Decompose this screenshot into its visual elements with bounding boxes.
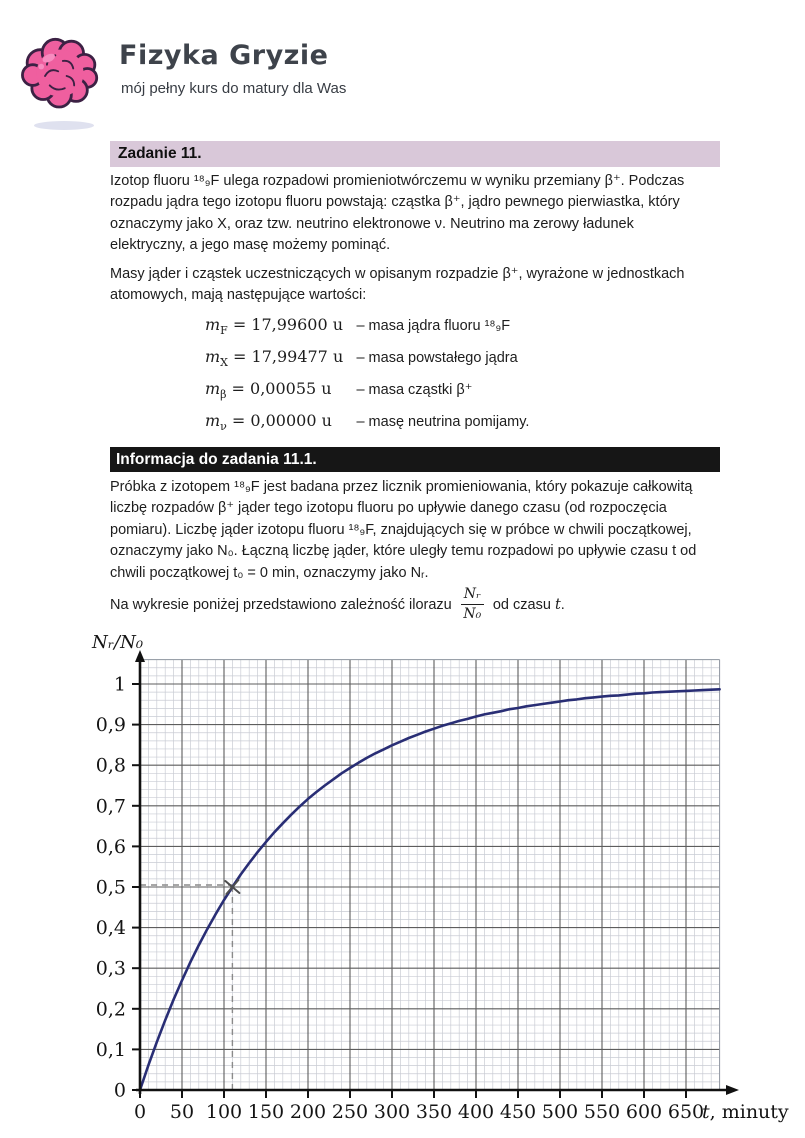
mass-subscript: β [220, 388, 227, 402]
x-axis-arrow [726, 1085, 739, 1095]
intro-paragraph [110, 171, 684, 257]
y-tick-label: 0,1 [95, 1038, 126, 1061]
x-tick-label: 0 [133, 1101, 147, 1123]
logo-shadow [34, 121, 94, 130]
intro-line: elektryczny, a jego masę możemy pominąć. [110, 237, 391, 254]
x-tick-label: 650 [667, 1101, 705, 1123]
mass-value: = 0,00055 u [231, 379, 332, 398]
mass-description: – masę neutrina pomijamy. [356, 414, 530, 430]
info-line: oznaczymy jako N₀. Łączną liczbę jąder, które uległy temu rozpadowi po upływie czasu t od [110, 543, 697, 560]
mass-formula [205, 347, 352, 369]
y-tick-label: 0,5 [95, 876, 126, 899]
task-title: Zadanie 11. [118, 145, 202, 162]
y-tick-label: 0,9 [95, 714, 126, 737]
info-line: Próbka z izotopem ¹⁸₉F jest badana przez licznik promieniowania, który pokazuje całkowitą [110, 479, 693, 495]
fraction-nr-n0 [461, 586, 484, 623]
x-tick-label: 550 [583, 1101, 621, 1123]
fraction-denominator: N₀ [463, 606, 482, 622]
x-axis-title: t, minuty [702, 1101, 789, 1123]
y-tick-label: 0,6 [95, 835, 126, 858]
mass-subscript: ν [220, 420, 227, 434]
mass-description: – masa cząstki β⁺ [356, 382, 473, 398]
x-tick-label: 450 [499, 1101, 537, 1123]
mass-row [205, 411, 529, 433]
masses-intro-line: atomowych, mają następujące wartości: [110, 287, 367, 304]
info-paragraph [110, 477, 696, 584]
info-banner [110, 447, 720, 472]
fraction-numerator: Nᵣ [461, 586, 484, 605]
mass-value: = 17,99477 u [233, 347, 344, 366]
masses-intro-line: Masy jąder i cząstek uczestniczących w opisanym rozpadzie β⁺, wyrażone w jednostkach [110, 266, 685, 282]
mass-symbol: m [205, 411, 221, 430]
info-banner-title: Informacja do zadania 11.1. [116, 451, 317, 468]
intro-line: Izotop fluoru ¹⁸₉F ulega rozpadowi promieniotwórczemu w wyniku przemiany β⁺. Podczas [110, 173, 685, 189]
decay-chart-canvas [80, 648, 805, 1133]
graph-intro-after: od czasu [492, 596, 555, 613]
x-tick-label: 200 [289, 1101, 327, 1123]
x-tick-label: 500 [541, 1101, 579, 1123]
x-tick-label: 350 [415, 1101, 453, 1123]
mass-value: = 17,99600 u [232, 315, 344, 334]
x-tick-label: 100 [205, 1101, 243, 1123]
y-tick-label: 0,3 [95, 957, 126, 980]
intro-line: rozpadu jądra tego izotopu fluoru powstają: cząstka β⁺, jądro pewnego pierwiastka, który [110, 194, 680, 211]
mass-symbol: m [205, 315, 221, 334]
mass-row [205, 379, 529, 401]
graph-intro-time-var: t [554, 596, 561, 613]
brain-logo-icon [14, 26, 108, 126]
brand-tagline: mój pełny kurs do matury dla Was [121, 80, 347, 97]
intro-line: oznaczymy jako X, oraz tzw. neutrino elektronowe ν. Neutrino ma zerowy ładunek [110, 215, 634, 232]
mass-subscript: F [220, 324, 228, 338]
mass-formula [205, 315, 352, 337]
x-tick-label: 400 [457, 1101, 495, 1123]
y-tick-label: 0,8 [95, 754, 126, 777]
info-line: liczbę rozpadów β⁺ jąder tego izotopu fluoru po upływie danego czasu (od rozpoczęcia [110, 500, 667, 517]
decay-curve [140, 689, 720, 1090]
mass-value: = 0,00000 u [231, 411, 332, 430]
graph-intro-before: Na wykresie poniżej przedstawiono zależność ilorazu [110, 596, 452, 613]
y-axis-arrow [135, 650, 145, 662]
brand-title: Fizyka Gryzie [119, 40, 329, 71]
y-axis-title: Nᵣ/N₀ [92, 632, 144, 653]
mass-symbol: m [205, 379, 221, 398]
mass-description: – masa jądra fluoru ¹⁸₉F [356, 318, 511, 334]
mass-subscript: X [220, 356, 229, 370]
y-tick-label: 0,7 [95, 795, 126, 818]
y-tick-label: 0,4 [95, 917, 126, 940]
x-tick-label: 50 [169, 1101, 195, 1123]
mass-formula [205, 379, 352, 401]
masses-intro-paragraph [110, 264, 685, 307]
y-tick-label: 0,2 [95, 998, 126, 1021]
x-tick-label: 150 [247, 1101, 285, 1123]
info-line: pomiaru). Liczbę jąder izotopu fluoru ¹⁸₉F, znajdujących się w próbce w chwili początkowej, [110, 521, 692, 538]
mass-row [205, 347, 529, 369]
x-tick-label: 250 [331, 1101, 369, 1123]
y-tick-label: 0 [113, 1079, 126, 1102]
graph-intro-period: . [560, 596, 565, 613]
x-tick-label: 300 [373, 1101, 411, 1123]
graph-intro-line [110, 586, 565, 623]
mass-symbol: m [205, 347, 221, 366]
mass-description: – masa powstałego jądra [356, 350, 518, 366]
mass-formula [205, 411, 352, 433]
info-line: chwili początkowej t₀ = 0 min, oznaczymy jako Nᵣ. [110, 564, 429, 581]
x-tick-label: 600 [625, 1101, 663, 1123]
y-tick-label: 1 [113, 673, 126, 696]
task-title-bar [110, 141, 720, 167]
mass-row [205, 315, 529, 337]
mass-list [205, 315, 529, 443]
